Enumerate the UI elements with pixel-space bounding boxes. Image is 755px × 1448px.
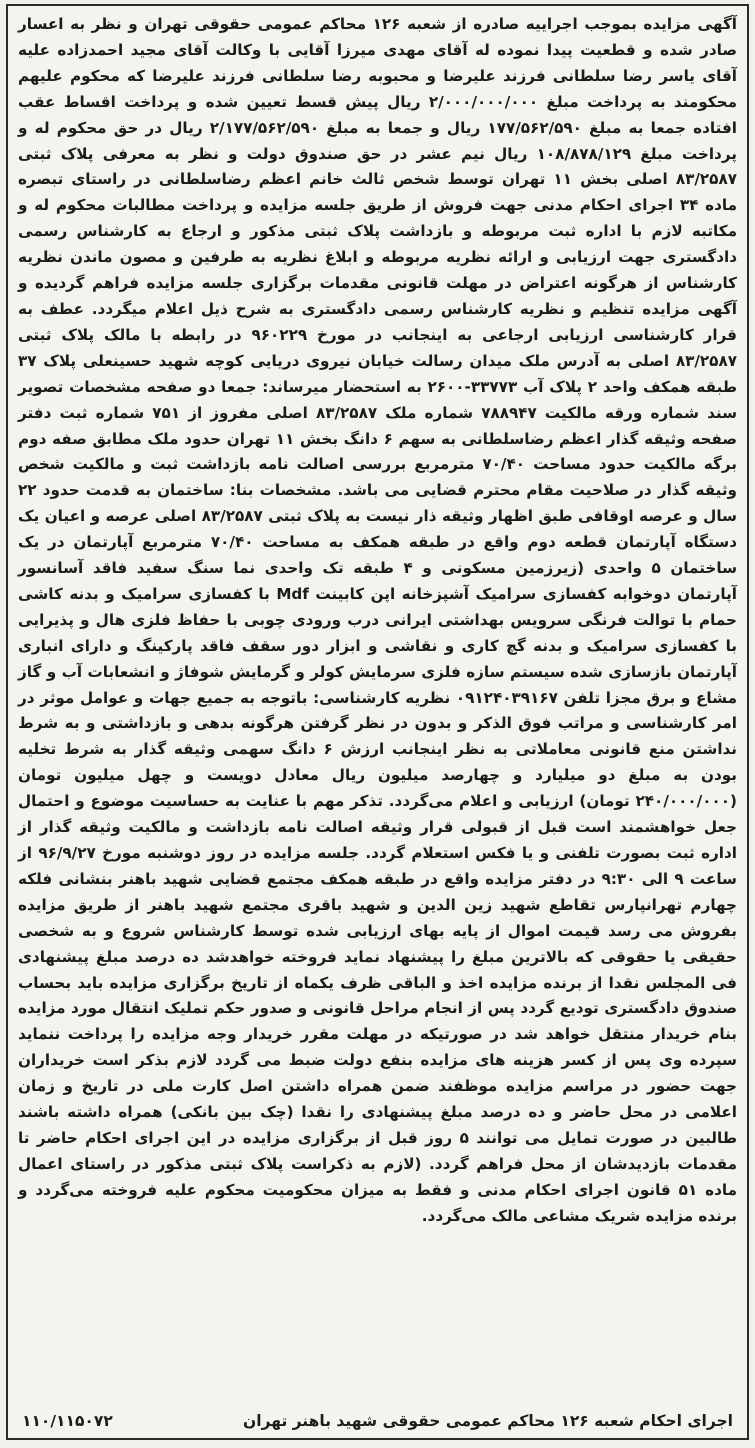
issuer-signature: اجرای احکام شعبه ۱۲۶ محاکم عمومی حقوقی شهید باهنر تهران (243, 1412, 733, 1430)
reference-code: ۱۱۰/۱۱۵۰۷۲ (22, 1412, 113, 1430)
notice-text: آگهی مزایده بموجب اجراییه صادره از شعبه ۱۲۶ محاکم عمومی حقوقی تهران و نظر به اعسار صادر شده و قطعیت پیدا نموده له آقای مهدی میرزا آقایی با وکالت آقای مجید احمدزاده علیه آقای یاسر رضا سلطانی فرزند علیرضا و محبوبه رضا سلطانی فرزند علیرضا که محکوم علیهم محکومند به پرداخت مبلغ ۲/۰۰۰/۰۰۰/۰۰۰ ریال پیش قسط تعیین شده و پرداخت اقساط عقب افتاده جمعا به مبلغ ۱۷۷/۵۶۲/۵۹۰ ریال و جمعا به مبلغ ۲/۱۷۷/۵۶۲/۵۹۰ ریال در حق محکوم له و پرداخت مبلغ ۱۰۸/۸۷۸/۱۲۹ ریال نیم عشر در حق صندوق دولت و نظر به معرفی پلاک ثبتی ۸۳/۲۵۸۷ اصلی بخش ۱۱ تهران توسط شخص ثالث خانم اعظم رضاسلطانی در راستای تبصره ماده ۳۴ اجرای احکام مدنی جهت فروش از طریق جلسه مزایده و پرداخت مطالبات محکوم له و مکاتبه لازم با اداره ثبت مربوطه و بازداشت پلاک ثبتی مذکور و ارجاع به کارشناس رسمی دادگستری جهت ارزیابی و ارائه نظریه مربوطه و ابلاغ نظریه به طرفین و مصون ماندن نظریه کارشناس از هرگونه اعتراض در مهلت قانونی مقدمات برگزاری جلسه مزایده فراهم گردیده و آگهی مزایده تنظیم و نظریه کارشناس رسمی دادگستری به شرح ذیل اعلام میگردد. عطف به قرار کارشناسی ارزیابی ارجاعی به اینجانب در مورخ ۹۶۰۲۲۹ در رابطه با مالک پلاک ثبتی ۸۳/۲۵۸۷ اصلی به آدرس ملک میدان رسالت خیابان نیروی دریایی کوچه شهید حسینعلی پلاک ۳۷ طبقه همکف واحد ۲ پلاک آب ۳۳۷۷۳-۲۶۰۰ به استحضار میرساند: جمعا دو صفحه مشخصات تصویر سند شماره ورقه مالکیت ۷۸۸۹۴۷ شماره ملک ۸۳/۲۵۸۷ اصلی مفروز از ۷۵۱ شماره ثبت دفتر صفحه وثیقه گذار اعظم رضاسلطانی به سهم ۶ دانگ بخش ۱۱ تهران حدود ملک مطابق صفه دوم برگه مالکیت حدود مساحت ۷۰/۴۰ مترمربع بررسی اصالت نامه بازداشت ثبت و مالکیت شخص وثیقه گذار در صلاحیت مقام محترم قضایی می باشد. مشخصات بنا: ساختمان به قدمت حدود ۲۲ سال و عرصه اوقافی طبق اظهار وثیقه ذار نیست به پلاک ثبتی ۸۳/۲۵۸۷ اصلی عرصه و اعیان یک دستگاه آپارتمان قطعه دوم واقع در طبقه همکف به مساحت ۷۰/۴۰ مترمربع آپارتمان در یک ساختمان ۵ واحدی (زیرزمین مسکونی و ۴ طبقه تک واحدی نما سنگ سفید فاقد آسانسور آپارتمان دوخوابه کفسازی سرامیک آشپزخانه اپن کابینت Mdf با کفسازی سرامیک و بدنه کاشی حمام با توالت فرنگی سرویس بهداشتی ایرانی درب ورودی چوبی با حفاظ فلزی هال و پذیرایی با کفسازی سرامیک و بدنه گچ کاری و نقاشی و ابزار دور سقف فاقد پارکینگ و دارای انباری آپارتمان بازسازی شده سیستم سازه فلزی سرمایش کولر و گرمایش شوفاژ و انشعابات آب و گاز مشاع و برق مجزا تلفن ۰۹۱۲۴۰۳۹۱۶۷ نظریه کارشناسی: باتوجه به جمیع جهات و عوامل موثر در امر کارشناسی و مراتب فوق الذکر و بدون در نظر گرفتن هرگونه بدهی و بازداشتی و به شرط نداشتن منع قانونی معاملاتی به نظر اینجانب ارزش ۶ دانگ سهمی وثیقه گذار به شرط تخلیه بودن به مبلغ دو میلیارد و چهارصد میلیون ریال معادل دویست و چهل میلیون تومان (۲۴۰/۰۰۰/۰۰۰ تومان) ارزیابی و اعلام می‌گردد. تذکر مهم با عنایت به حساسیت موضوع و احتمال جعل خواهشمند است قبل از قبولی قرار وثیقه اصالت نامه بازداشت و مالکیت وثیقه گذار از اداره ثبت بصورت تلفنی و یا فکس استعلام گردد. جلسه مزایده در روز دوشنبه مورخ ۹۶/۹/۲۷ از ساعت ۹ الی ۹:۳۰ در دفتر مزایده واقع در طبقه همکف مجتمع قضایی شهید باهنر بنشانی فلکه چهارم تهرانپارس تقاطع شهید زین الدین و شهید باقری مجتمع شهید باهنر از طریق مزایده بفروش می رسد قیمت اموال از پایه بهای ارزیابی شده توسط کارشناس شروع و به شخصی حقیقی یا حقوقی که بالاترین مبلغ را پیشنهاد نماید فروخته خواهدشد ده درصد مبلغ پیشنهادی فی المجلس نقدا از برنده مزایده اخذ و الباقی ظرف یکماه از تاریخ برگزاری مزایده باید بحساب صندوق دادگستری توديع گردد پس از انجام مراحل قانونی و صدور حکم تملیک انتقال مورد مزایده بنام خریدار منتقل خواهد شد در صورتیکه در مهلت مقرر خریدار وجه مزایده را پرداخت ننماید سپرده وی پس از کسر هزینه های مزایده بنفع دولت ضبط می گردد لازم بذکر است خریداران جهت حضور در مراسم مزایده موظفند ضمن همراه داشتن اصل کارت ملی در تاریخ و زمان اعلامی در محل حاضر و ده درصد مبلغ پیشنهادی را نقدا (چک بین بانکی) همراه داشته باشند طالبین در صورت تمایل می توانند ۵ روز قبل از برگزاری مزایده در این اجرای احکام حاضر تا مقدمات بازدیدشان از محل فراهم گردد. (لازم به ذکراست پلاک ثبتی مذکور در راستای اعمال ماده ۵۱ قانون اجرای احکام مدنی و فقط به میزان محکومیت محکوم علیه فروخته می‌گردد و برنده مزایده شریک مشاعی مالک می‌گردد. (18, 15, 738, 1225)
notice-footer (22, 1406, 733, 1436)
auction-notice-body (18, 12, 737, 1230)
notice-frame (6, 4, 749, 1440)
